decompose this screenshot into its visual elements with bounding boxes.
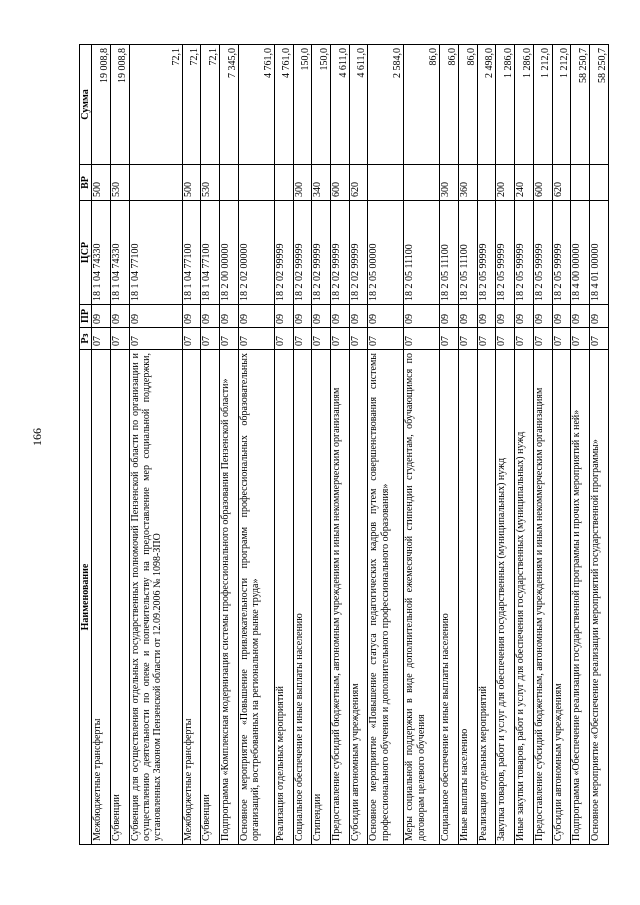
table-row [515,45,534,845]
cell-vr [274,165,293,201]
header-csr: ЦСР [80,201,92,305]
cell-name: Реализация отдельных мероприятий [477,350,496,845]
cell-vr [590,165,609,201]
cell-name: Закупка товаров, работ и услуг для обеспечения государственных (муниципальных) нужд [496,350,515,845]
cell-pr: 09 [496,305,515,328]
table-row [368,45,404,845]
cell-rz: 07 [238,328,274,350]
table-row [92,45,111,845]
cell-name: Предоставление субсидий бюджетным, автономным учреждениям и иным некоммерческим организациям [330,350,349,845]
cell-name: Подпрограмма «Комплексная модернизация системы профессионального образования Пензенской области» [220,350,239,845]
budget-table-container [79,45,609,845]
cell-csr: 18 2 02 00000 [238,201,274,305]
table-row [312,45,331,845]
cell-rz: 07 [92,328,111,350]
cell-name: Межбюджетные трансферты [92,350,111,845]
cell-pr: 09 [368,305,404,328]
table-row [293,45,312,845]
cell-sum: 4 611,0 [349,45,368,165]
header-vr: ВР [80,165,92,201]
cell-rz: 07 [571,328,590,350]
table-row [349,45,368,845]
cell-pr: 09 [274,305,293,328]
table-row [238,45,274,845]
table-row [110,45,129,845]
table-row [404,45,440,845]
cell-csr: 18 2 05 99999 [496,201,515,305]
cell-vr: 600 [330,165,349,201]
cell-rz: 07 [440,328,459,350]
table-row [533,45,552,845]
cell-vr: 620 [552,165,571,201]
cell-pr: 09 [349,305,368,328]
cell-name: Основное мероприятие «Повышение привлекательности программ профессиональных образовательных организаций, востребованных на региональном рынке труда» [238,350,274,845]
cell-vr: 300 [293,165,312,201]
cell-pr: 09 [293,305,312,328]
cell-pr: 09 [238,305,274,328]
cell-rz: 07 [458,328,477,350]
cell-pr: 09 [552,305,571,328]
cell-sum: 1 286,0 [496,45,515,165]
cell-sum: 2 584,0 [368,45,404,165]
cell-sum: 19 008,8 [92,45,111,165]
cell-name: Социальное обеспечение и иные выплаты населению [440,350,459,845]
cell-pr: 09 [92,305,111,328]
cell-sum: 58 250,7 [571,45,590,165]
cell-rz: 07 [496,328,515,350]
cell-rz: 07 [349,328,368,350]
cell-vr: 600 [533,165,552,201]
cell-rz: 07 [533,328,552,350]
cell-rz: 07 [220,328,239,350]
cell-csr: 18 2 05 00000 [368,201,404,305]
table-row [129,45,182,845]
header-name: Наименование [80,350,92,845]
cell-rz: 07 [552,328,571,350]
cell-name: Межбюджетные трансферты [182,350,201,845]
cell-name: Основное мероприятие «Обеспечение реализации мероприятий государственной программы» [590,350,609,845]
cell-vr: 340 [312,165,331,201]
cell-csr: 18 2 05 99999 [515,201,534,305]
cell-csr: 18 4 01 00000 [590,201,609,305]
cell-pr: 09 [533,305,552,328]
cell-pr: 09 [590,305,609,328]
cell-sum: 1 286,0 [515,45,534,165]
page-number: 166 [30,428,44,446]
cell-pr: 09 [404,305,440,328]
cell-pr: 09 [571,305,590,328]
cell-sum: 4 611,0 [330,45,349,165]
cell-pr: 09 [110,305,129,328]
cell-csr: 18 2 02 99999 [293,201,312,305]
cell-vr: 360 [458,165,477,201]
cell-pr: 09 [220,305,239,328]
cell-name: Меры социальной поддержки в виде дополнительной ежемесячной стипендии студентам, обучающимся по договорам целевого обучения [404,350,440,845]
cell-csr: 18 1 04 74330 [110,201,129,305]
cell-csr: 18 2 02 99999 [274,201,293,305]
table-row [458,45,477,845]
cell-pr: 09 [201,305,220,328]
cell-pr: 09 [182,305,201,328]
cell-pr: 09 [458,305,477,328]
cell-name: Иные закупки товаров, работ и услуг для обеспечения государственных (муниципальных) нужд [515,350,534,845]
cell-rz: 07 [312,328,331,350]
cell-sum: 72,1 [201,45,220,165]
cell-csr: 18 2 02 99999 [330,201,349,305]
table-row [590,45,609,845]
cell-pr: 09 [330,305,349,328]
cell-csr: 18 2 05 99999 [533,201,552,305]
cell-csr: 18 1 04 74330 [92,201,111,305]
cell-rz: 07 [293,328,312,350]
table-row [552,45,571,845]
cell-vr: 500 [182,165,201,201]
cell-name: Субсидии автономным учреждениям [349,350,368,845]
cell-vr: 620 [349,165,368,201]
cell-vr [477,165,496,201]
cell-vr: 200 [496,165,515,201]
cell-vr [238,165,274,201]
cell-csr: 18 2 05 11100 [458,201,477,305]
cell-name: Иные выплаты населению [458,350,477,845]
cell-sum: 1 212,0 [552,45,571,165]
cell-rz: 07 [274,328,293,350]
table-row [182,45,201,845]
cell-sum: 86,0 [404,45,440,165]
cell-vr: 530 [110,165,129,201]
header-pr: ПР [80,305,92,328]
cell-name: Стипендии [312,350,331,845]
table-row [440,45,459,845]
cell-name: Реализация отдельных мероприятий [274,350,293,845]
cell-name: Субвенции [110,350,129,845]
cell-rz: 07 [477,328,496,350]
cell-rz: 07 [368,328,404,350]
cell-name: Субвенции [201,350,220,845]
cell-vr: 300 [440,165,459,201]
cell-csr: 18 2 02 99999 [312,201,331,305]
cell-rz: 07 [515,328,534,350]
table-row [201,45,220,845]
cell-pr: 09 [312,305,331,328]
table-row [571,45,590,845]
cell-csr: 18 2 05 99999 [477,201,496,305]
cell-name: Подпрограмма «Обеспечение реализации государственной программы и прочих мероприятий к ней» [571,350,590,845]
cell-vr [368,165,404,201]
cell-sum: 1 212,0 [533,45,552,165]
cell-sum: 7 345,0 [220,45,239,165]
cell-pr: 09 [477,305,496,328]
cell-sum: 58 250,7 [590,45,609,165]
cell-csr: 18 1 04 77100 [201,201,220,305]
cell-csr: 18 2 05 11100 [440,201,459,305]
table-row [330,45,349,845]
table-row [274,45,293,845]
cell-rz: 07 [404,328,440,350]
cell-sum: 72,1 [129,45,182,165]
cell-rz: 07 [201,328,220,350]
cell-name: Субсидии автономным учреждениям [552,350,571,845]
cell-csr: 18 2 05 11100 [404,201,440,305]
cell-name: Основное мероприятие «Повышение статуса педагогических кадров путем совершенствования системы профессионального обучения и дополнительного профессионального образования» [368,350,404,845]
cell-pr: 09 [129,305,182,328]
cell-vr [129,165,182,201]
cell-pr: 09 [515,305,534,328]
header-rz: Рз [80,328,92,350]
cell-vr [571,165,590,201]
budget-table [79,44,609,845]
cell-name: Предоставление субсидий бюджетным, автономным учреждениям и иным некоммерческим организациям [533,350,552,845]
table-row [477,45,496,845]
cell-rz: 07 [330,328,349,350]
cell-vr: 240 [515,165,534,201]
cell-sum: 4 761,0 [274,45,293,165]
cell-sum: 72,1 [182,45,201,165]
cell-csr: 18 2 00 00000 [220,201,239,305]
cell-pr: 09 [440,305,459,328]
cell-sum: 86,0 [458,45,477,165]
cell-sum: 150,0 [312,45,331,165]
cell-csr: 18 4 00 00000 [571,201,590,305]
cell-vr: 500 [92,165,111,201]
cell-rz: 07 [590,328,609,350]
cell-csr: 18 1 04 77100 [182,201,201,305]
cell-csr: 18 2 02 99999 [349,201,368,305]
header-sum: Сумма [80,45,92,165]
cell-rz: 07 [110,328,129,350]
cell-sum: 150,0 [293,45,312,165]
cell-name: Субвенция для осуществления отдельных государственных полномочий Пензенской области по организации и осуществлению деятельности по опеке и попечительству на предоставление мер социальной поддержки, установленных Законом Пензенской области от 12.09.2006 № 1098-ЗПО [129,350,182,845]
cell-csr: 18 1 04 77100 [129,201,182,305]
cell-csr: 18 2 05 99999 [552,201,571,305]
table-header-row [80,45,92,845]
table-row [496,45,515,845]
cell-sum: 2 498,0 [477,45,496,165]
cell-vr [220,165,239,201]
cell-rz: 07 [182,328,201,350]
table-row [220,45,239,845]
cell-sum: 19 008,8 [110,45,129,165]
cell-sum: 86,0 [440,45,459,165]
cell-vr: 530 [201,165,220,201]
cell-sum: 4 761,0 [238,45,274,165]
cell-name: Социальное обеспечение и иные выплаты населению [293,350,312,845]
cell-rz: 07 [129,328,182,350]
cell-vr [404,165,440,201]
